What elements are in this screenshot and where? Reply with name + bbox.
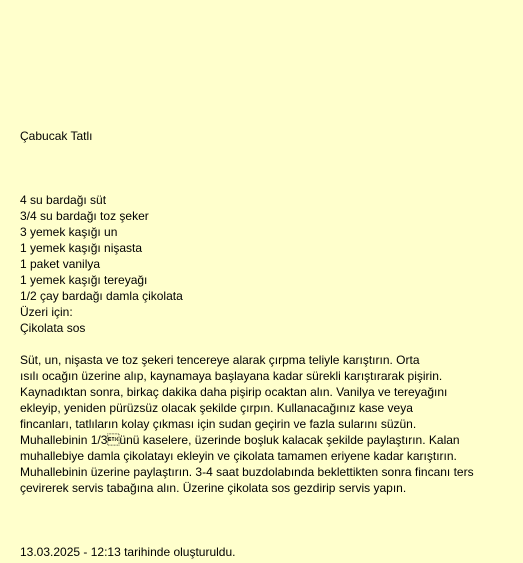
instructions-line: Muhallebinin üzerine paylaştırın. 3-4 saat buzdolabında beklettikten sonra fincanı ters [20, 465, 474, 479]
ingredient-item: 3 yemek kaşığı un [20, 225, 118, 239]
ingredient-item: 4 su bardağı süt [20, 193, 107, 207]
instructions-line: Kaynadıktan sonra, birkaç dakika daha pişirip ocaktan alın. Vanilya ve tereyağını [20, 385, 448, 399]
recipe-title: Çabucak Tatlı [20, 129, 93, 143]
topping-heading: Üzeri için: [20, 305, 73, 319]
instructions-line: ısılı ocağın üzerine alıp, kaynamaya başlayana kadar sürekli karıştırarak pişirin. [20, 369, 443, 383]
ingredient-item: 3/4 su bardağı toz şeker [20, 209, 149, 223]
ingredient-item: 1/2 çay bardağı damla çikolata [20, 289, 183, 303]
instructions-line: muhallebiye damla çikolatayı ekleyin ve çikolata tamamen eriyene kadar karıştırın. [20, 449, 457, 463]
ingredient-list [20, 192, 183, 336]
ingredient-item: Çikolata sos [20, 321, 86, 335]
instructions-line: fincanları, tatlıların kolay çıkması için sudan geçirin ve fazla sularını süzün. [20, 417, 417, 431]
instructions-line: çevirerek servis tabağına alın. Üzerine çikolata sos gezdirip servis yapın. [20, 481, 407, 495]
instructions-line: ekleyip, yeniden pürüzsüz olacak şekilde çırpın. Kullanacağınız kase veya [20, 401, 413, 415]
instructions-line: Muhallebinin 1/3ünü kaselere, üzerinde boşluk kalacak şekilde paylaştırın. Kalan [20, 433, 460, 447]
ingredient-item: 1 yemek kaşığı tereyağı [20, 273, 148, 287]
instructions-line: Süt, un, nişasta ve toz şekeri tencereye alarak çırpma teliyle karıştırın. Orta [20, 353, 420, 367]
created-timestamp: 13.03.2025 - 12:13 tarihinde oluşturuldu. [20, 545, 236, 559]
ingredient-item: 1 paket vanilya [20, 257, 101, 271]
ingredient-item: 1 yemek kaşığı nişasta [20, 241, 143, 255]
instructions-paragraph [20, 352, 515, 496]
